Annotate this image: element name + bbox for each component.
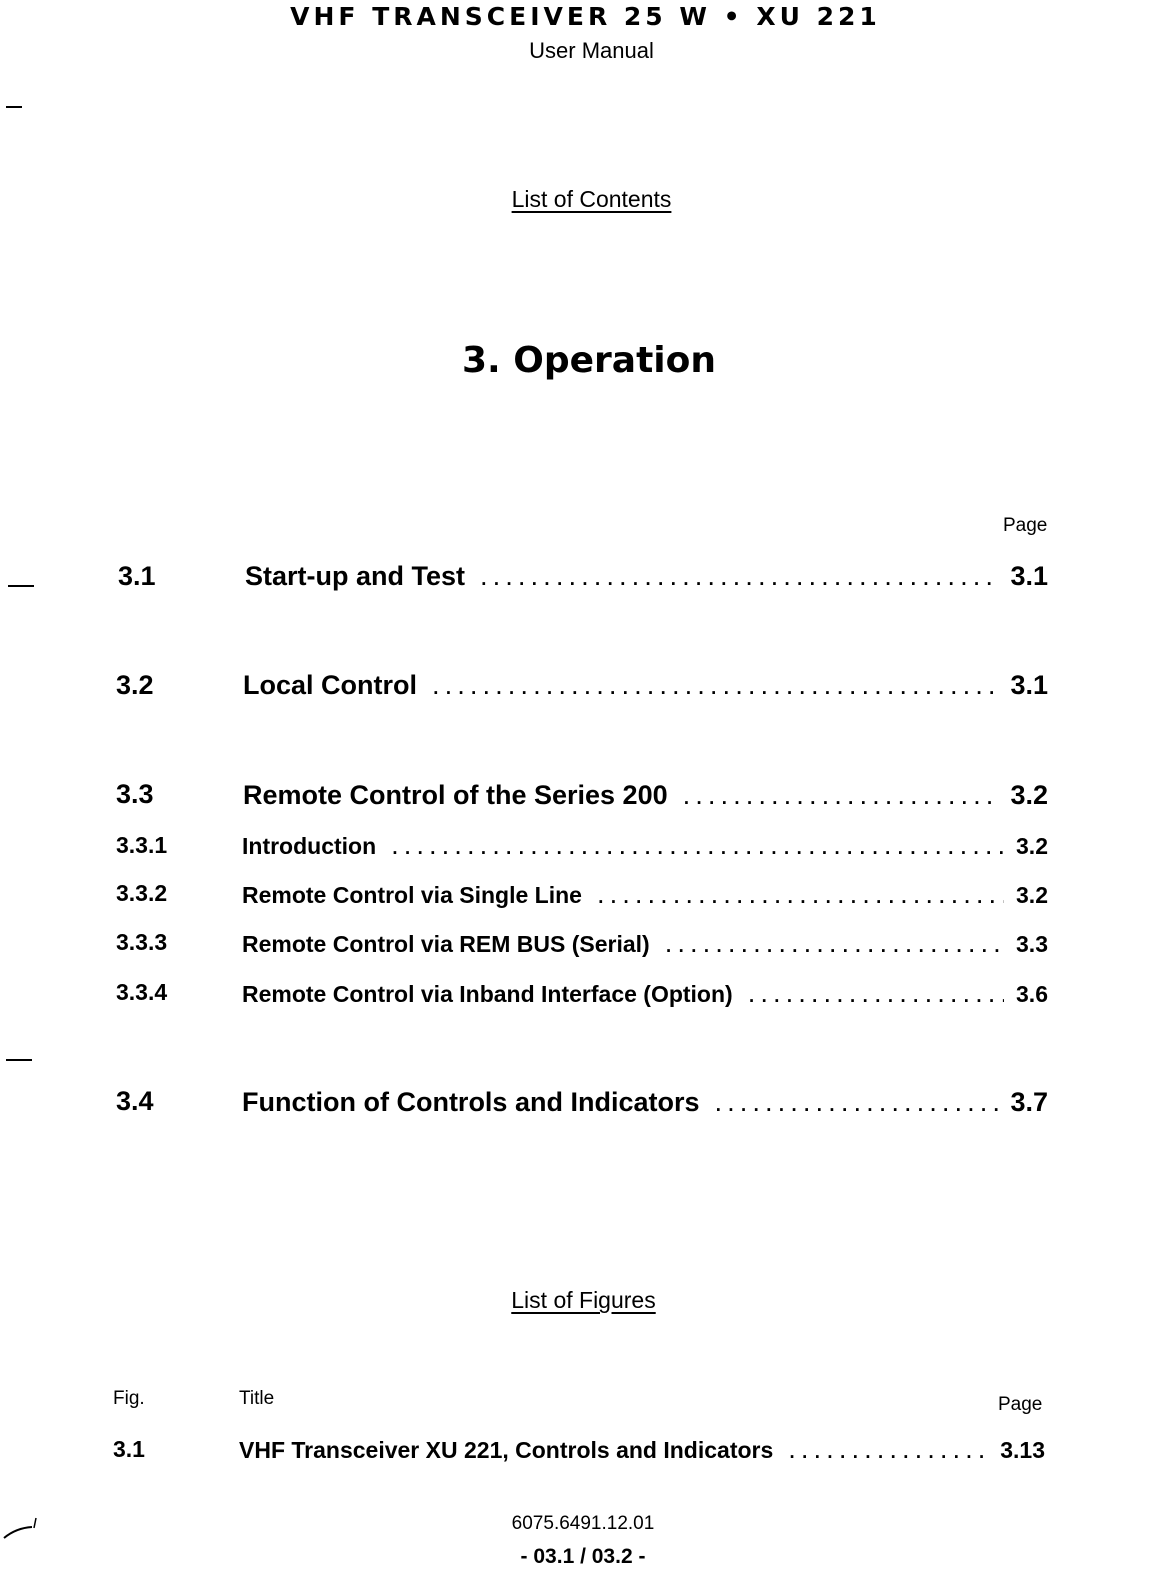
toc-subentry-page: 3.2 bbox=[1016, 833, 1048, 859]
toc-entry bbox=[245, 561, 1048, 592]
toc-subentry-page: 3.6 bbox=[1016, 981, 1048, 1007]
toc-subentry-title: Remote Control via Single Line bbox=[242, 882, 582, 908]
toc-entry bbox=[242, 1087, 1048, 1118]
toc-entry-page: 3.2 bbox=[1010, 780, 1048, 810]
toc-entry bbox=[243, 670, 1048, 701]
toc-subentry-number: 3.3.3 bbox=[116, 929, 168, 955]
toc-entry-number: 3.2 bbox=[116, 670, 154, 700]
contents-heading: List of Contents bbox=[511, 186, 672, 212]
toc-subentry-number: 3.3.2 bbox=[116, 880, 168, 906]
toc-entry-number: 3.3 bbox=[116, 779, 154, 809]
figures-fig-column-header: Fig. bbox=[113, 1388, 145, 1409]
toc-entry bbox=[243, 780, 1048, 811]
leader-dots bbox=[431, 679, 998, 698]
leader-dots bbox=[682, 789, 999, 808]
manual-header-title: VHF TRANSCEIVER 25 W • XU 221 bbox=[290, 2, 881, 31]
manual-header-subtitle: User Manual bbox=[529, 38, 654, 63]
toc-entry-page: 3.1 bbox=[1010, 561, 1048, 591]
leader-dots bbox=[787, 1443, 988, 1462]
toc-subentry-page: 3.3 bbox=[1016, 931, 1048, 957]
scan-mark bbox=[6, 106, 22, 108]
leader-dots bbox=[747, 987, 1004, 1006]
figures-heading: List of Figures bbox=[511, 1287, 656, 1313]
leader-dots bbox=[713, 1096, 998, 1115]
leader-dots bbox=[390, 839, 1004, 858]
toc-subentry-number: 3.3.4 bbox=[116, 979, 168, 1005]
document-number: 6075.6491.12.01 bbox=[511, 1513, 655, 1534]
toc-entry-page: 3.7 bbox=[1010, 1087, 1048, 1117]
scan-mark bbox=[6, 1059, 32, 1061]
toc-entry-title: Function of Controls and Indicators bbox=[242, 1087, 700, 1117]
toc-subentry bbox=[242, 981, 1048, 1008]
figures-page-column-header: Page bbox=[998, 1394, 1043, 1415]
toc-subentry bbox=[242, 833, 1048, 860]
toc-entry-title: Start-up and Test bbox=[245, 561, 466, 591]
scan-mark bbox=[8, 585, 34, 587]
toc-subentry-number: 3.3.1 bbox=[116, 832, 168, 858]
toc-subentry-title: Introduction bbox=[242, 833, 377, 859]
toc-entry-title: Local Control bbox=[243, 670, 417, 700]
leader-dots bbox=[664, 937, 1004, 956]
toc-entry-page: 3.1 bbox=[1010, 670, 1048, 700]
toc-entry-number: 3.4 bbox=[116, 1086, 154, 1116]
figure-entry-title: VHF Transceiver XU 221, Controls and Indicators bbox=[239, 1437, 774, 1463]
chapter-title: 3. Operation bbox=[461, 340, 716, 381]
figure-entry bbox=[239, 1437, 1045, 1464]
figures-title-column-header: Title bbox=[239, 1388, 275, 1409]
toc-subentry-page: 3.2 bbox=[1016, 882, 1048, 908]
toc-entry-number: 3.1 bbox=[118, 561, 156, 591]
page-number: - 03.1 / 03.2 - bbox=[520, 1545, 646, 1568]
toc-subentry bbox=[242, 882, 1048, 909]
toc-subentry-title: Remote Control via Inband Interface (Option) bbox=[242, 981, 733, 1007]
leader-dots bbox=[479, 570, 998, 589]
scan-mark bbox=[2, 1512, 42, 1542]
figure-entry-number: 3.1 bbox=[113, 1436, 145, 1462]
toc-entry-title: Remote Control of the Series 200 bbox=[243, 780, 668, 810]
contents-page-column-header: Page bbox=[1003, 515, 1048, 536]
leader-dots bbox=[596, 888, 1004, 907]
figure-entry-page: 3.13 bbox=[1000, 1437, 1045, 1463]
toc-subentry bbox=[242, 931, 1048, 958]
toc-subentry-title: Remote Control via REM BUS (Serial) bbox=[242, 931, 650, 957]
